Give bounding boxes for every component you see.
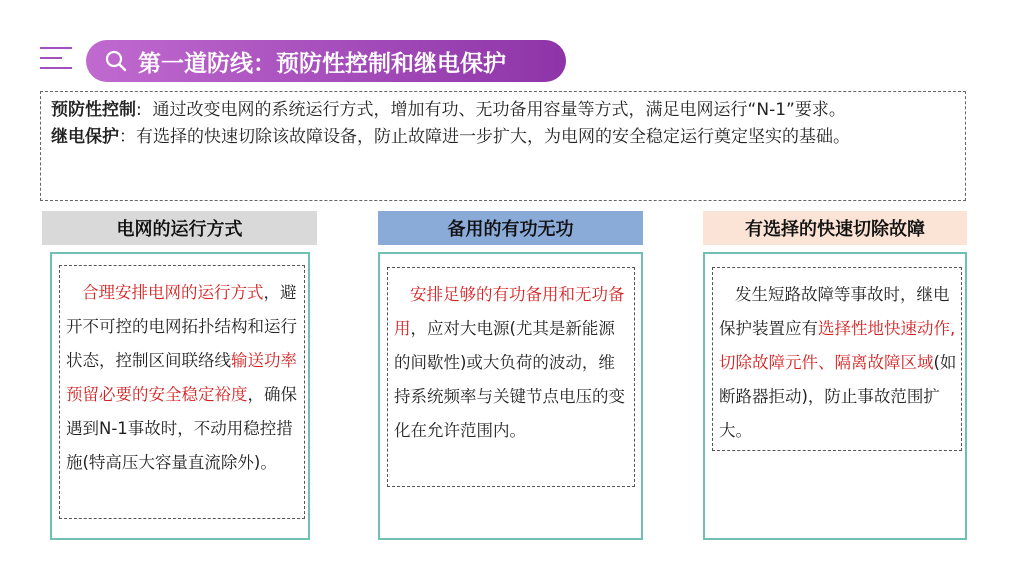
body-text: ，确保遇到N-1事故时，不动用稳控措施(特高压大容量直流除外)。 <box>66 385 297 472</box>
column-text-box <box>59 265 305 519</box>
definition-relay-protection <box>51 125 955 149</box>
highlight-text: 安排足够的有功备用和无功备用 <box>394 285 625 338</box>
definition-colon: : <box>136 100 153 120</box>
column-header-fault-clearing: 有选择的快速切除故障 <box>703 211 967 245</box>
definition-preventive-control <box>51 98 955 122</box>
body-text: 发生短路故障等事故时，继电保护装置应有 <box>719 285 950 338</box>
column-header-reserve: 备用的有功无功 <box>378 211 643 245</box>
column-text-box <box>712 267 962 451</box>
column-card-reserve <box>378 252 643 540</box>
highlight-text: 选择性地快速动作,切除故障元件、隔离故障区域 <box>719 319 956 372</box>
page-title: 第一道防线：预防性控制和继电保护 <box>138 50 506 77</box>
definitions-box <box>40 91 966 201</box>
definition-text: 通过改变电网的系统运行方式，增加有功、无功备用容量等方式，满足电网运行“N-1”要求。 <box>152 100 846 120</box>
definition-colon: ： <box>119 127 136 147</box>
body-text: ，应对大电源(尤其是新能源的间歇性)或大负荷的波动，维持系统频率与关键节点电压的变化在允许范围内。 <box>394 319 625 440</box>
column-header-operation-mode: 电网的运行方式 <box>42 211 317 245</box>
highlight-text: 合理安排电网的运行方式 <box>82 283 264 302</box>
body-text: ，避开不可控的电网拓扑结构和运行状态，控制区间联络线 <box>66 283 297 370</box>
column-text-box <box>387 267 635 487</box>
column-card-operation-mode <box>50 252 310 540</box>
definition-text: 有选择的快速切除该故障设备，防止故障进一步扩大，为电网的安全稳定运行奠定坚实的基础。 <box>136 127 850 147</box>
column-card-fault-clearing <box>703 252 967 540</box>
search-icon <box>104 49 128 73</box>
menu-lines-icon <box>38 44 74 72</box>
highlight-text: 输送功率预留必要的安全稳定裕度 <box>66 351 297 404</box>
body-text: (如断路器拒动)，防止事故范围扩大。 <box>719 353 957 440</box>
definition-term: 预防性控制 <box>51 100 136 120</box>
section-title-banner <box>86 40 566 82</box>
definition-term: 继电保护 <box>51 127 119 147</box>
